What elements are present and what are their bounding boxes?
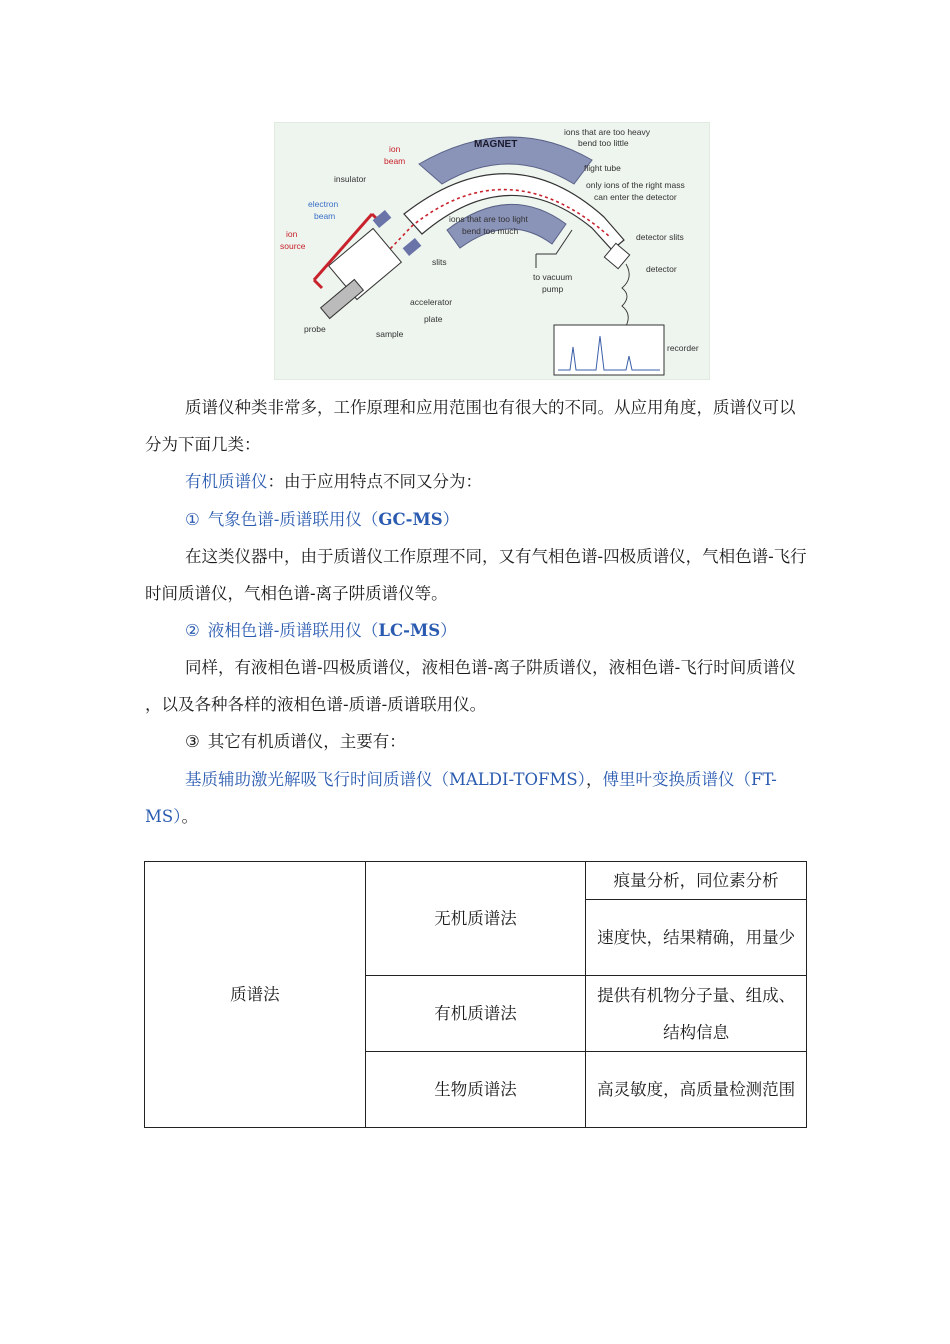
lc-marker: ②: [185, 621, 200, 640]
label-ion-beam-2: beam: [384, 156, 406, 166]
label-detector: detector: [646, 264, 677, 274]
lc-abbr: LC-MS: [378, 621, 441, 640]
label-light-1: ions that are too light: [449, 214, 528, 224]
label-probe: probe: [304, 324, 326, 334]
label-recorder: recorder: [667, 343, 699, 353]
table-inorganic-desc-1: 痕量分析，同位素分析: [586, 862, 807, 900]
maldi-link: 基质辅助激光解吸飞行时间质谱仪（MALDI-TOFMS）: [185, 770, 586, 789]
lc-heading: [145, 612, 807, 649]
gc-marker: ①: [185, 510, 200, 529]
label-vacuum-1: to vacuum: [533, 272, 573, 282]
label-slits: slits: [432, 257, 447, 267]
magnet-label: MAGNET: [474, 139, 518, 150]
mass-spectrometer-diagram: [274, 122, 710, 380]
gc-title: 气象色谱-质谱联用仪（: [207, 510, 379, 529]
lc-title: 液相色谱-质谱联用仪（: [207, 621, 379, 640]
table-bio-desc: 高灵敏度，高质量检测范围: [586, 1052, 807, 1128]
gc-heading: [145, 501, 807, 538]
label-sample: sample: [376, 329, 404, 339]
table-inorganic-cell: 无机质谱法: [365, 862, 586, 976]
gc-close: ）: [442, 510, 460, 529]
table-bio-cell: 生物质谱法: [365, 1052, 586, 1128]
table-organic-cell: 有机质谱法: [365, 976, 586, 1052]
label-vacuum-2: pump: [542, 284, 564, 294]
label-accelerator-1: accelerator: [410, 297, 453, 307]
other-heading: [145, 723, 807, 760]
lc-close: ）: [440, 621, 457, 640]
label-flight-tube: flight tube: [584, 163, 621, 173]
label-accelerator-2: plate: [424, 314, 443, 324]
label-right-1: only ions of the right mass: [586, 180, 685, 190]
label-right-2: can enter the detector: [594, 192, 677, 202]
end-mark: 。: [181, 807, 198, 826]
mass-spec-classification-table: [144, 861, 807, 1128]
label-insulator: insulator: [334, 174, 367, 184]
ftms-link: 傅里叶变换质谱仪（FT-MS）: [145, 770, 777, 826]
lc-body: 同样，有液相色谱-四极质谱仪，液相色谱-离子阱质谱仪，液相色谱-飞行时间质谱仪 ，以及各种各样的液相色谱-质谱-质谱联用仪。: [145, 658, 796, 714]
organic-heading: [145, 463, 807, 500]
label-electron-2: beam: [314, 211, 336, 221]
organic-rest: ：由于应用特点不同又分为：: [267, 472, 482, 491]
label-heavy-2: bend too little: [578, 138, 629, 148]
other-instruments: [145, 761, 807, 835]
other-title: 其它有机质谱仪，主要有：: [207, 732, 406, 751]
label-heavy-1: ions that are too heavy: [564, 127, 651, 137]
gc-body: 在这类仪器中，由于质谱仪工作原理不同，又有气相色谱-四极质谱仪，气相色谱-飞行时间质谱仪，气相色谱-离子阱质谱仪等。: [145, 547, 807, 603]
label-electron-1: electron: [308, 199, 339, 209]
label-ion-source-1: ion: [286, 229, 298, 239]
table-organic-desc: 提供有机物分子量、组成、结构信息: [586, 976, 807, 1052]
table-root-cell: 质谱法: [145, 862, 366, 1128]
label-detector-slits: detector slits: [636, 232, 684, 242]
intro-paragraph: 质谱仪种类非常多，工作原理和应用范围也有很大的不同。从应用角度，质谱仪可以分为下面几类：: [145, 398, 796, 454]
label-ion-beam-1: ion: [389, 144, 401, 154]
gc-abbr: GC-MS: [378, 510, 443, 529]
organic-label: 有机质谱仪: [185, 472, 268, 491]
separator: ，: [585, 770, 603, 789]
table-inorganic-desc-2: 速度快，结果精确，用量少: [586, 900, 807, 976]
label-light-2: bend too much: [462, 226, 519, 236]
label-ion-source-2: source: [280, 241, 306, 251]
other-marker: ③: [185, 732, 200, 751]
